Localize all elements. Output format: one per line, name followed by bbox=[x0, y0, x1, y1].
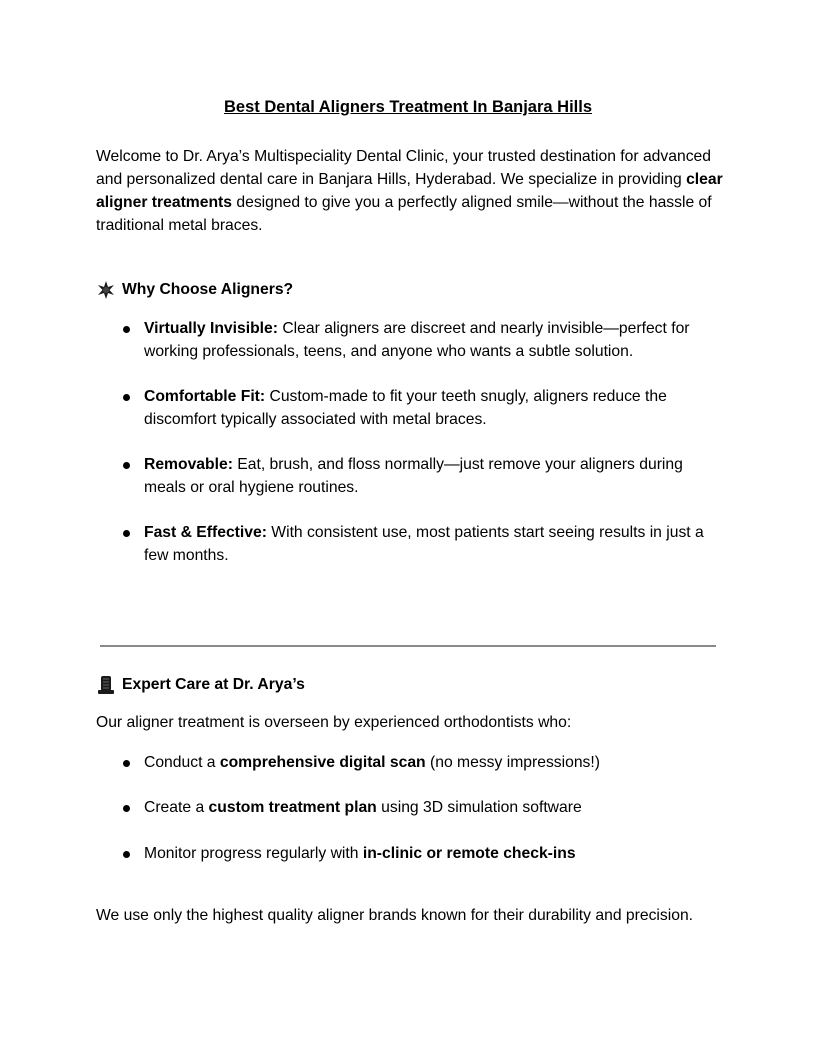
sparkles-icon bbox=[96, 280, 116, 300]
item-text: Clear aligners are discreet and nearly invisible—perfect for working professionals, teens, and anyone who wants a subtle solution. bbox=[144, 320, 690, 360]
bullet-icon bbox=[123, 760, 130, 767]
item-label: Comfortable Fit: bbox=[144, 388, 266, 405]
item-bold-text: custom treatment plan bbox=[208, 799, 377, 816]
item-label: Removable: bbox=[144, 456, 233, 473]
hospital-icon bbox=[96, 675, 116, 695]
list-item bbox=[96, 842, 726, 865]
item-text: With consistent use, most patients start seeing results in just a few months. bbox=[144, 524, 704, 564]
bullet-icon bbox=[123, 851, 130, 858]
intro-text-after: designed to give you a perfectly aligned smile—without the hassle of traditional metal braces. bbox=[96, 194, 712, 234]
item-text: using 3D simulation software bbox=[376, 799, 582, 816]
item-label: Virtually Invisible: bbox=[144, 320, 278, 337]
item-text: Custom-made to fit your teeth snugly, aligners reduce the discomfort typically associated with metal braces. bbox=[144, 388, 667, 428]
bullet-icon bbox=[123, 805, 130, 812]
expert-intro-paragraph: Our aligner treatment is overseen by experienced orthodontists who: bbox=[96, 714, 572, 731]
intro-text-before: Welcome to Dr. Arya’s Multispeciality Dental Clinic, your trusted destination for advanced and personalized dental care in Banjara Hills, Hyderabad. We specialize in providing bbox=[96, 148, 711, 188]
list-item bbox=[96, 796, 726, 819]
bullet-icon bbox=[123, 326, 130, 333]
item-text: Monitor progress regularly with bbox=[144, 845, 363, 862]
why-choose-heading-text: Why Choose Aligners? bbox=[122, 281, 294, 298]
closing-paragraph: We use only the highest quality aligner brands known for their durability and precision. bbox=[96, 907, 694, 924]
item-text: (no messy impressions!) bbox=[425, 754, 600, 771]
item-text: Conduct a bbox=[144, 754, 220, 771]
bullet-icon bbox=[123, 394, 130, 401]
item-text: Eat, brush, and floss normally—just remove your aligners during meals or oral hygiene routines. bbox=[144, 456, 683, 496]
bullet-icon bbox=[123, 530, 130, 537]
list-item bbox=[96, 317, 726, 363]
why-choose-heading bbox=[96, 278, 293, 301]
list-item bbox=[96, 385, 726, 431]
list-item bbox=[96, 521, 726, 567]
bullet-icon bbox=[123, 462, 130, 469]
list-item bbox=[96, 751, 726, 774]
expert-care-heading bbox=[96, 673, 305, 696]
intro-bold-text: clear aligner treatments bbox=[96, 171, 723, 211]
page-title: Best Dental Aligners Treatment In Banjara Hills bbox=[224, 98, 592, 116]
item-bold-text: in-clinic or remote check-ins bbox=[362, 845, 576, 862]
item-text: Create a bbox=[144, 799, 209, 816]
expert-care-list bbox=[96, 751, 726, 865]
intro-paragraph bbox=[96, 145, 726, 237]
horizontal-rule bbox=[100, 645, 716, 647]
why-choose-list bbox=[96, 317, 726, 567]
expert-care-heading-text: Expert Care at Dr. Arya’s bbox=[122, 676, 305, 693]
list-item bbox=[96, 453, 726, 499]
item-bold-text: comprehensive digital scan bbox=[219, 754, 426, 771]
item-label: Fast & Effective: bbox=[144, 524, 267, 541]
